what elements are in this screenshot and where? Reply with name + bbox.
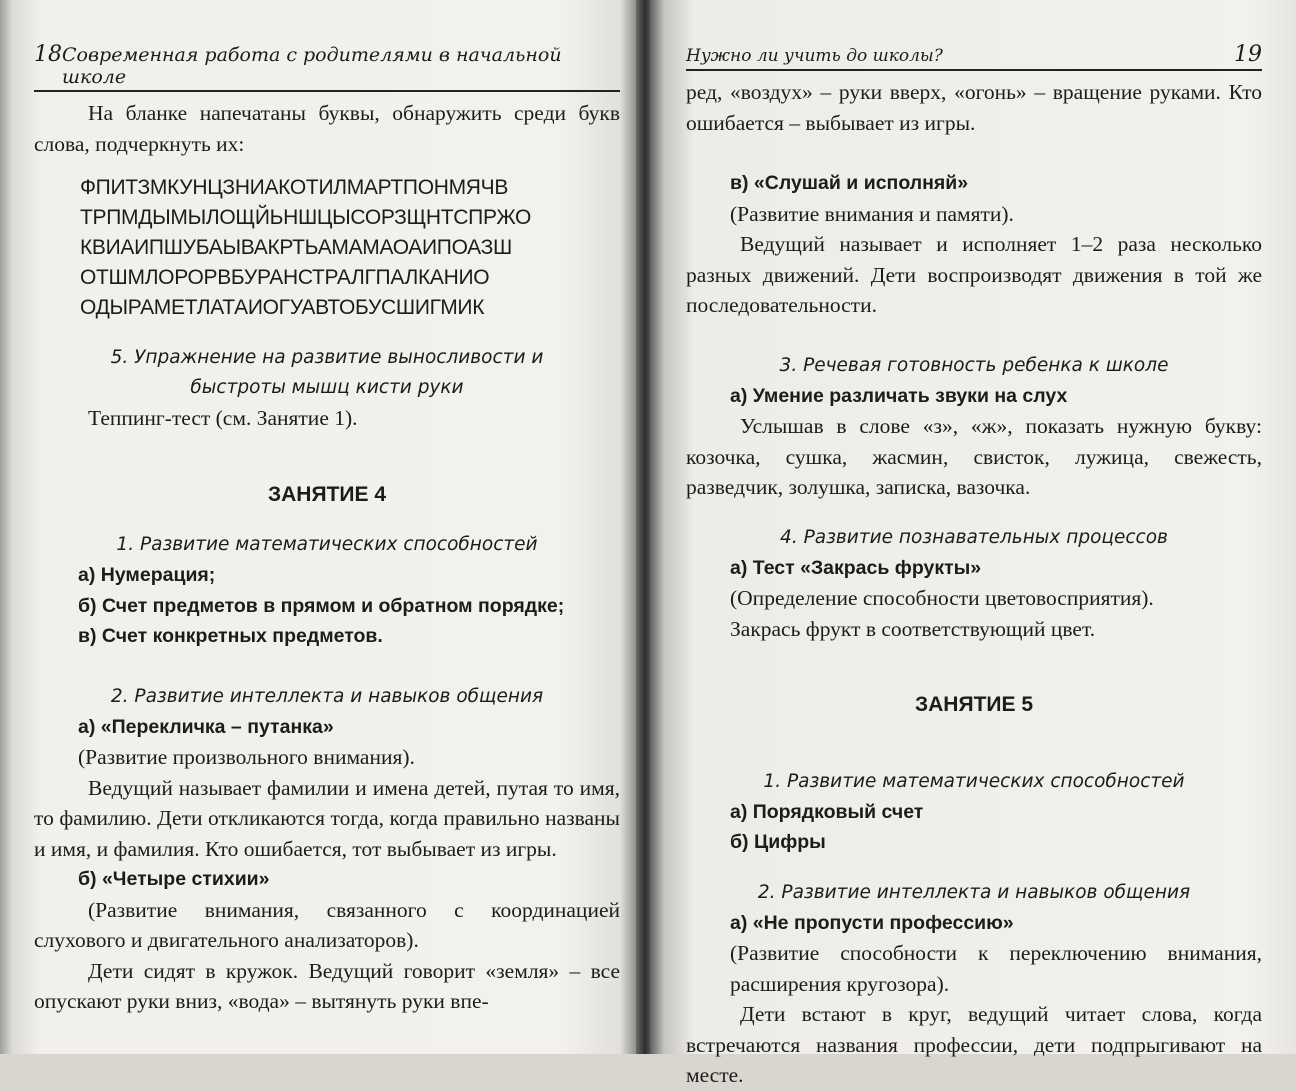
exercise-5-heading-line2: быстроты мышц кисти руки: [190, 377, 464, 398]
speech-text: Услышав в слове «з», «ж», показать нужную букву: козочка, сушка, жасмин, свисток, лужица, свежесть, разведчик, золушка, записка, вазочка.: [686, 414, 1262, 499]
game-v-text: Ведущий называет и исполняет 1–2 раза несколько разных движений. Дети воспроизводят движения в той же последовательности.: [686, 232, 1262, 317]
page-number-right: 19: [1234, 42, 1262, 67]
cognitive-item-a: а) Тест «Закрась фрукты»: [730, 556, 982, 579]
math-item-a-right: а) Порядковый счет: [730, 800, 924, 823]
game-a-title-right: а) «Не пропусти профессию»: [730, 911, 1014, 934]
game-a-text-right: Дети встают в круг, ведущий читает слова, когда встречаются названия профессии, дети подпрыгивают на месте.: [686, 1002, 1262, 1087]
cognitive-heading: 4. Развитие познавательных процессов: [780, 526, 1168, 548]
math-item-b-left: б) Счет предметов в прямом и обратном порядке;: [78, 594, 565, 617]
letter-row: ОДЫРАМЕТЛАТАИОГУАВТОБУСШИГМИК: [80, 296, 485, 319]
cognitive-goal: (Определение способности цветовосприятия).: [730, 586, 1154, 610]
math-heading-left: 1. Развитие математических способностей: [116, 534, 538, 555]
math-item-a-left: а) Нумерация;: [78, 564, 216, 586]
intellect-heading-left: 2. Развитие интеллекта и навыков общения: [110, 685, 544, 707]
letter-row: ОТШМЛОРОРВБУРАНСТРАЛГПАЛКАНИО: [80, 266, 490, 289]
running-title-left: Современная работа с родителями в начальной школе: [62, 44, 562, 88]
speech-heading: 3. Речевая готовность ребенка к школе: [779, 354, 1169, 376]
letter-row: ФПИТЗМКУНЦЗНИАКОТИЛМАРТПОНМЯЧВ: [80, 176, 509, 199]
game-a-title-left: а) «Перекличка – путанка»: [78, 715, 334, 738]
letter-grid: [80, 173, 620, 323]
game-a-goal-left: (Развитие произвольного внимания).: [78, 745, 415, 769]
running-header-right: [686, 42, 1262, 71]
intellect-heading-right: 2. Развитие интеллекта и навыков общения: [757, 881, 1191, 903]
right-page: [650, 0, 1296, 1087]
speech-item-a: а) Умение различать звуки на слух: [730, 384, 1068, 407]
game-b-title-left: б) «Четыре стихии»: [78, 868, 270, 890]
game-v-goal: (Развитие внимания и памяти).: [730, 201, 1014, 226]
letter-row: ТРПМДЫМЫЛОЩЙЬНШЦЫСОРЗЩНТСПРЖО: [80, 206, 532, 229]
cognitive-text: Закрась фрукт в соответствующий цвет.: [730, 616, 1096, 641]
intro-paragraph: На бланке напечатаны буквы, обнаружить среди букв слова, подчеркнуть их:: [34, 101, 620, 156]
running-header-left: [34, 42, 620, 92]
game-b-text-left: Дети сидят в кружок. Ведущий говорит «земля» – все опускают руки вниз, «вода» – вытянуть руки впе-: [34, 958, 620, 1013]
exercise-5-heading-line1: 5. Упражнение на развитие выносливости и: [110, 347, 544, 368]
left-page: [0, 0, 640, 1054]
math-heading-right: 1. Развитие математических способностей: [763, 770, 1185, 792]
running-title-right: Нужно ли учить до школы?: [686, 46, 943, 66]
math-item-b-right: б) Цифры: [730, 831, 826, 853]
tapping-test-text: Теппинг-тест (см. Занятие 1).: [88, 406, 358, 430]
math-item-c-left: в) Счет конкретных предметов.: [78, 625, 383, 647]
continuation-text: ред, «воздух» – руки вверх, «огонь» – вращение руками. Кто ошибается – выбывает из игры.: [686, 80, 1262, 135]
lesson-5-title: ЗАНЯТИЕ 5: [914, 693, 1034, 716]
game-b-goal-left: (Развитие внимания, связанного с координацией слухового и двигательного анализаторов).: [34, 897, 620, 952]
lesson-4-title: ЗАНЯТИЕ 4: [267, 482, 387, 506]
game-v-title: в) «Слушай и исполняй»: [730, 172, 969, 194]
right-page-body: [686, 77, 1262, 1091]
game-a-text-left: Ведущий называет фамилии и имена детей, путая то имя, то фамилию. Дети откликаются тогда, когда правильно названы и имя, и фамилия. Кто ошибается, тот выбывает из игры.: [34, 775, 620, 861]
page-number-left: 18: [34, 42, 62, 67]
letter-row: КВИАИПШУБАЫВАКРТЬАМАМАОАИПОАЗШ: [80, 236, 512, 259]
left-page-body: [34, 98, 620, 1017]
game-a-goal-right: (Развитие способности к переключению внимания, расширения кругозора).: [730, 941, 1262, 996]
